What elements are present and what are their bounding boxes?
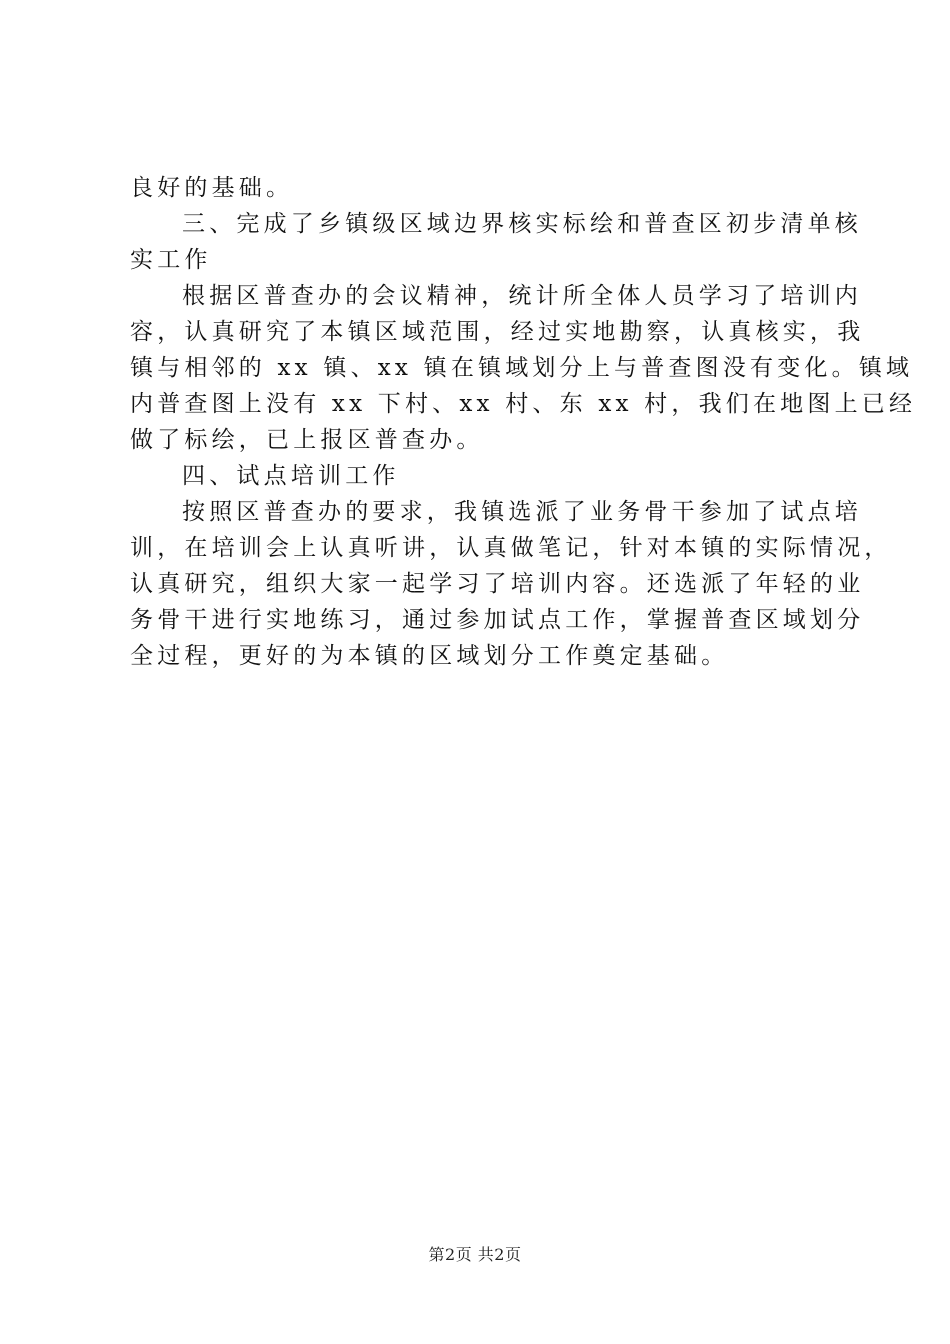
text-line-1: 良好的基础。: [130, 175, 294, 201]
section-heading-3-line-1: 三、完成了乡镇级区域边界核实标绘和普查区初步清单核: [182, 211, 862, 237]
paragraph-line-4: 根据区普查办的会议精神，统计所全体人员学习了培训内: [182, 283, 862, 309]
paragraph-line-7: 内普查图上没有 xx 下村、xx 村、东 xx 村，我们在地图上已经: [130, 391, 917, 417]
paragraph-line-13: 务骨干进行实地练习，通过参加试点工作，掌握普查区域划分: [130, 607, 865, 633]
paragraph-line-14: 全过程，更好的为本镇的区域划分工作奠定基础。: [130, 643, 729, 669]
paragraph-line-11: 训，在培训会上认真听讲，认真做笔记，针对本镇的实际情况，: [130, 535, 892, 561]
paragraph-line-10: 按照区普查办的要求，我镇选派了业务骨干参加了试点培: [182, 499, 862, 525]
paragraph-line-12: 认真研究，组织大家一起学习了培训内容。还选派了年轻的业: [130, 571, 865, 597]
paragraph-line-5: 容，认真研究了本镇区域范围，经过实地勘察，认真核实，我: [130, 319, 865, 345]
section-heading-3-line-2: 实工作: [130, 247, 212, 273]
document-body: [130, 170, 917, 674]
page-number-footer: 第2页 共2页: [428, 1245, 522, 1264]
paragraph-line-6: 镇与相邻的 xx 镇、xx 镇在镇域划分上与普查图没有变化。镇域: [130, 355, 914, 381]
section-heading-4: 四、试点培训工作: [182, 463, 400, 489]
paragraph-line-8: 做了标绘，已上报区普查办。: [130, 427, 484, 453]
